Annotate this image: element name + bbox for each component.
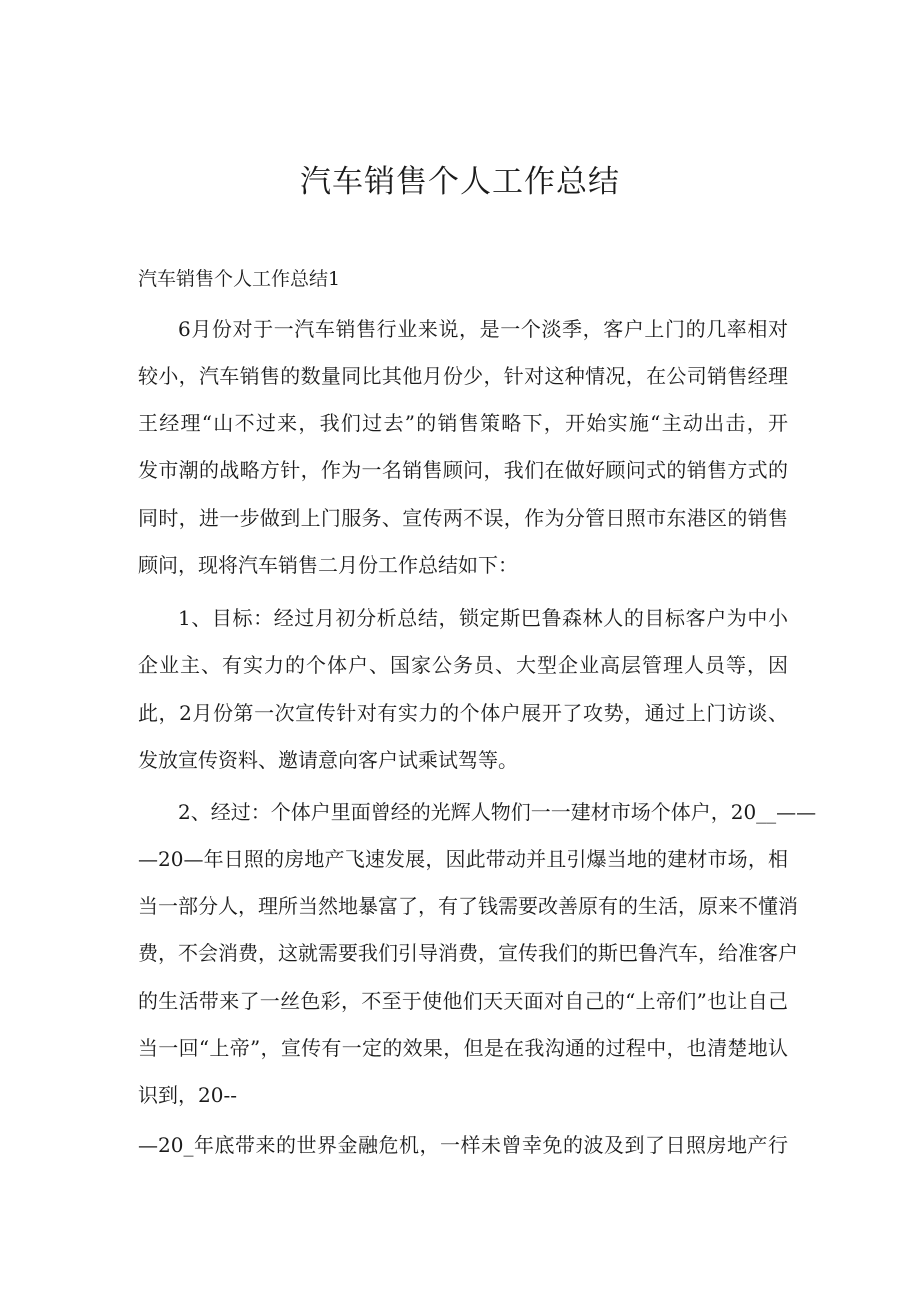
paragraph-line: 2、经过：个体户里面曾经的光辉人物们一一建材市场个体户，20__——	[178, 800, 817, 824]
paragraph-line: 王经理“山不过来，我们过去”的销售策略下，开始实施“主动出击，开	[138, 411, 788, 435]
paragraph-line: 较小，汽车销售的数量同比其他月份少，针对这种情况，在公司销售经理	[138, 364, 788, 388]
paragraph-line: 当一回“上帝”，宣传有一定的效果，但是在我沟通的过程中，也清楚地认	[138, 1036, 788, 1060]
paragraph-line: 6月份对于一汽车销售行业来说，是一个淡季，客户上门的几率相对	[178, 317, 788, 341]
paragraph-line: —20—年日照的房地产飞速发展，因此带动并且引爆当地的建材市场，相	[138, 847, 788, 871]
paragraph-line: 顾问，现将汽车销售二月份工作总结如下：	[138, 553, 518, 577]
paragraph-line: 同时，进一步做到上门服务、宣传两不误，作为分管日照市东港区的销售	[138, 506, 788, 530]
paragraph-line: 识到，20--	[138, 1083, 237, 1107]
paragraph-line: 的生活带来了一丝色彩，不至于使他们天天面对自己的“上帝们”也让自己	[138, 989, 788, 1013]
paragraph-line: 当一部分人，理所当然地暴富了，有了钱需要改善原有的生活，原来不懂消	[138, 894, 798, 918]
paragraph-line: 此，2月份第一次宣传针对有实力的个体户展开了攻势，通过上门访谈、	[138, 701, 788, 725]
paragraph-line: 发放宣传资料、邀请意向客户试乘试驾等。	[138, 748, 518, 772]
paragraph-line: 发市潮的战略方针，作为一名销售顾问，我们在做好顾问式的销售方式的	[138, 458, 788, 482]
paragraph-line: 1、目标：经过月初分析总结，锁定斯巴鲁森林人的目标客户为中小	[178, 606, 788, 630]
section-heading: 汽车销售个人工作总结1	[138, 268, 341, 290]
document-title: 汽车销售个人工作总结	[300, 164, 620, 200]
paragraph-line: 企业主、有实力的个体户、国家公务员、大型企业高层管理人员等，因	[138, 653, 788, 677]
paragraph-line: —20_年底带来的世界金融危机，一样未曾幸免的波及到了日照房地产行	[138, 1133, 788, 1157]
paragraph-line: 费，不会消费，这就需要我们引导消费，宣传我们的斯巴鲁汽车，给准客户	[138, 941, 798, 965]
